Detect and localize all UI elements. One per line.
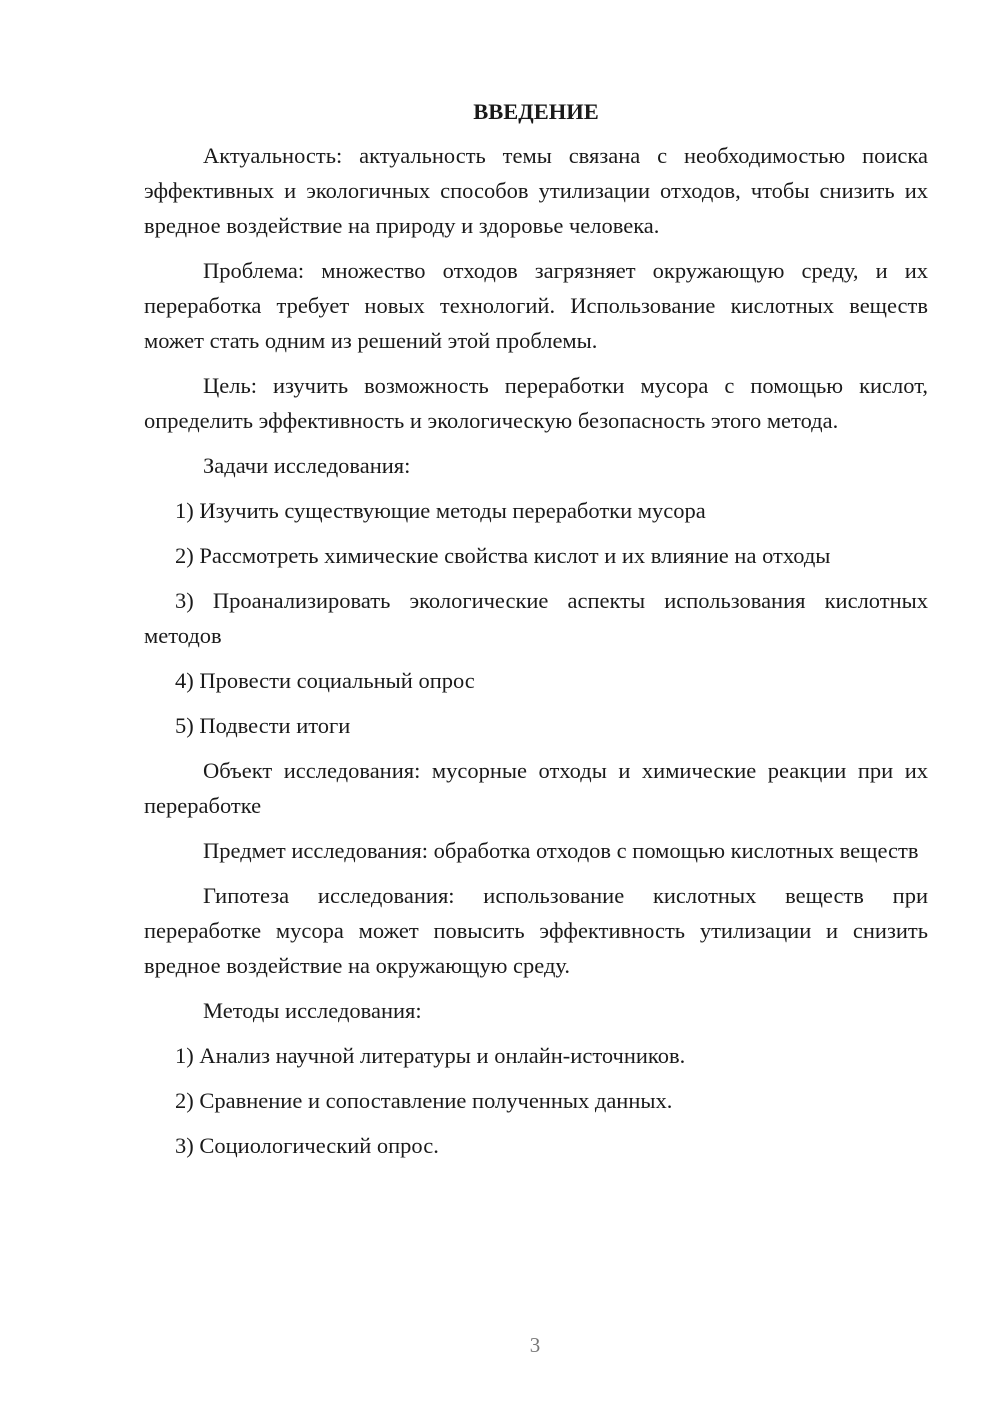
task-item-5: 5) Подвести итоги xyxy=(175,713,351,738)
task-item-2: 2) Рассмотреть химические свойства кислот и их влияние на отходы xyxy=(175,543,831,568)
paragraph-object: Объект исследования: мусорные отходы и химические реакции при их переработке xyxy=(144,758,928,818)
paragraph-subject: Предмет исследования: обработка отходов с помощью кислотных веществ xyxy=(203,838,919,863)
paragraph-goal: Цель: изучить возможность переработки мусора с помощью кислот, определить эффективность и экологическую безопасность этого метода. xyxy=(144,373,928,433)
paragraph-relevance: Актуальность: актуальность темы связана с необходимостью поиска эффективных и экологичных способов утилизации отходов, чтобы снизить их вредное воздействие на природу и здоровье человека. xyxy=(144,143,928,238)
document-body xyxy=(144,96,928,1173)
task-item-1: 1) Изучить существующие методы переработки мусора xyxy=(175,498,706,523)
task-item-4: 4) Провести социальный опрос xyxy=(175,668,475,693)
method-item-2: 2) Сравнение и сопоставление полученных данных. xyxy=(175,1088,673,1113)
page-number: 3 xyxy=(529,1333,541,1357)
method-item-1: 1) Анализ научной литературы и онлайн-источников. xyxy=(175,1043,686,1068)
page-title: ВВЕДЕНИЕ xyxy=(473,99,599,124)
paragraph-hypothesis: Гипотеза исследования: использование кислотных веществ при переработке мусора может повысить эффективность утилизации и снизить вредное воздействие на окружающую среду. xyxy=(144,883,928,978)
paragraph-problem: Проблема: множество отходов загрязняет окружающую среду, и их переработка требует новых технологий. Использование кислотных веществ может стать одним из решений этой проблемы. xyxy=(144,258,928,353)
task-item-3: 3) Проанализировать экологические аспекты использования кислотных методов xyxy=(144,588,928,648)
methods-heading: Методы исследования: xyxy=(203,998,422,1023)
tasks-heading: Задачи исследования: xyxy=(203,453,411,478)
method-item-3: 3) Социологический опрос. xyxy=(175,1133,439,1158)
